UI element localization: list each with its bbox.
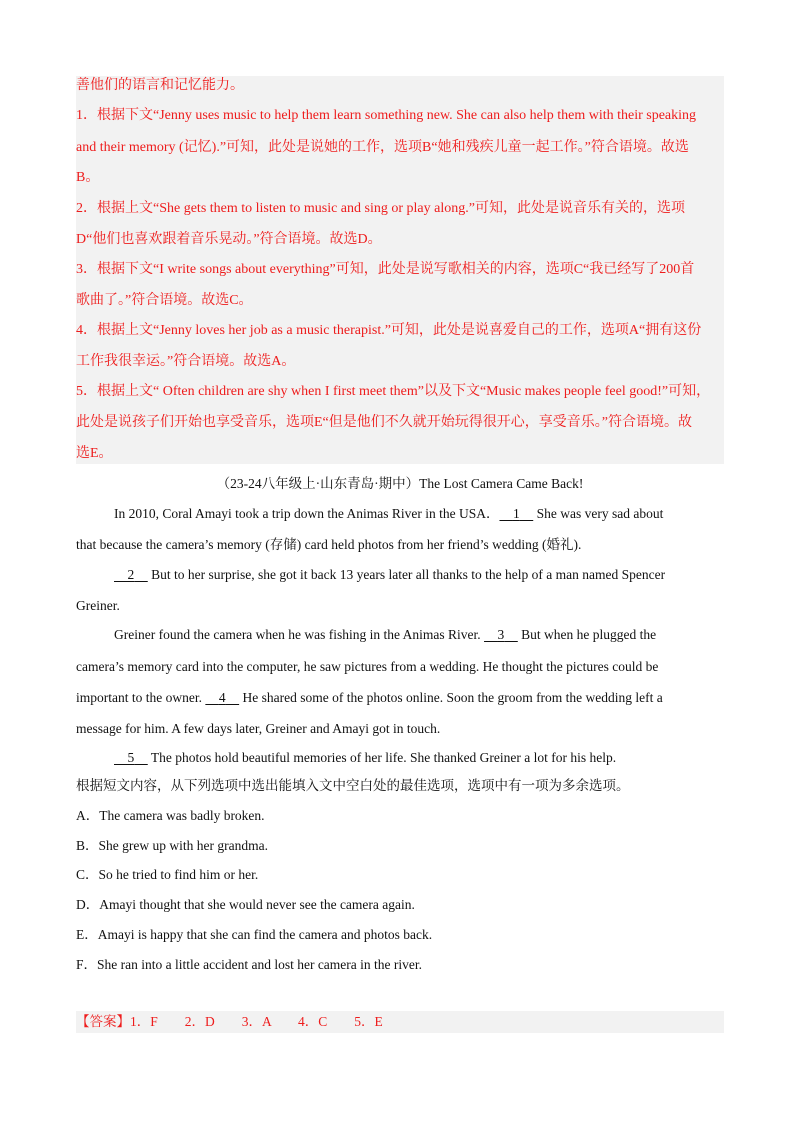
explanation-line: 此处是说孩子们开始也享受音乐，选项E“但是他们不久就开始玩得很开心，享受音乐。”符合语境。故 — [76, 415, 692, 430]
explanation-line: 2．根据上文“She gets them to listen to music and sing or play along.”可知，此处是说音乐有关的，选项 — [76, 201, 685, 216]
explanation-intro: 善他们的语言和记忆能力。 — [76, 78, 244, 93]
instruction-text: 根据短文内容，从下列选项中选出能填入文中空白处的最佳选项，选项中有一项为多余选项。 — [76, 778, 630, 793]
blank-5: 5 — [127, 750, 135, 765]
answer-line — [76, 1014, 383, 1030]
explanation-line: and their memory (记忆).”可知，此处是说她的工作，选项B“她和残疾儿童一起工作。”符合语境。故选 — [76, 140, 689, 155]
explanation-line: 歌曲了。”符合语境。故选C。 — [76, 293, 253, 308]
paragraph-3-line-4: message for him. A few days later, Greiner and Amayi got in touch. — [76, 721, 441, 736]
answer-values: 1．F 2．D 3．A 4．C 5．E — [130, 1014, 383, 1029]
blank-1: 1 — [512, 506, 520, 521]
explanation-line: 1．根据下文“Jenny uses music to help them learn something new. She can also help them with their speaking — [76, 108, 697, 123]
paragraph-1-line-2: that because the camera’s memory (存储) card held photos from her friend’s wedding (婚礼). — [76, 537, 582, 552]
explanation-line: B。 — [76, 170, 100, 185]
explanation-line: D“他们也喜欢跟着音乐晃动。”符合语境。故选D。 — [76, 232, 382, 247]
paragraph-2-line-1: 2 But to her surprise, she got it back 13 years later all thanks to the help of a man named Spencer — [114, 567, 665, 583]
explanation-line: 5．根据上文“ Often children are shy when I first meet them”以及下文“Music makes people feel good!”可知， — [76, 384, 711, 399]
option-f: F．She ran into a little accident and lost her camera in the river. — [76, 957, 423, 972]
blank-4: 4 — [218, 690, 226, 705]
paragraph-3-line-1: Greiner found the camera when he was fishing in the Animas River. 3 But when he plugged the — [114, 627, 657, 642]
option-e: E．Amayi is happy that she can find the camera and photos back. — [76, 927, 433, 942]
option-b: B．She grew up with her grandma. — [76, 838, 268, 853]
explanation-line: 工作我很幸运。”符合语境。故选A。 — [76, 354, 296, 369]
explanation-line: 3．根据下文“I write songs about everything”可知，此处是说写歌相关的内容，选项C“我已经写了200首 — [76, 262, 695, 277]
blank-3: 3 — [497, 627, 505, 642]
paragraph-3-line-2: camera’s memory card into the computer, he saw pictures from a wedding. He thought the pictures could be — [76, 659, 659, 674]
option-d: D．Amayi thought that she would never see the camera again. — [76, 897, 415, 912]
paragraph-3-line-3: important to the owner. 4 He shared some of the photos online. Soon the groom from the wedding left a — [76, 690, 663, 705]
blank-2: 2 — [127, 567, 135, 582]
paragraph-2-line-2: Greiner. — [76, 598, 120, 613]
passage-title: （23-24八年级上·山东青岛·期中）The Lost Camera Came Back! — [216, 476, 584, 491]
answer-label: 【答案】 — [76, 1014, 130, 1029]
paragraph-1-line-1: In 2010, Coral Amayi took a trip down the Animas River in the USA． 1 She was very sad about — [114, 506, 664, 521]
explanation-line: 4．根据上文“Jenny loves her job as a music therapist.”可知，此处是说喜爱自己的工作，选项A“拥有这份 — [76, 323, 702, 338]
explanation-line: 选E。 — [76, 446, 113, 461]
paragraph-4-line-1: 5 The photos hold beautiful memories of her life. She thanked Greiner a lot for his help. — [114, 750, 616, 766]
option-c: C．So he tried to find him or her. — [76, 867, 259, 882]
option-a: A．The camera was badly broken. — [76, 808, 265, 823]
